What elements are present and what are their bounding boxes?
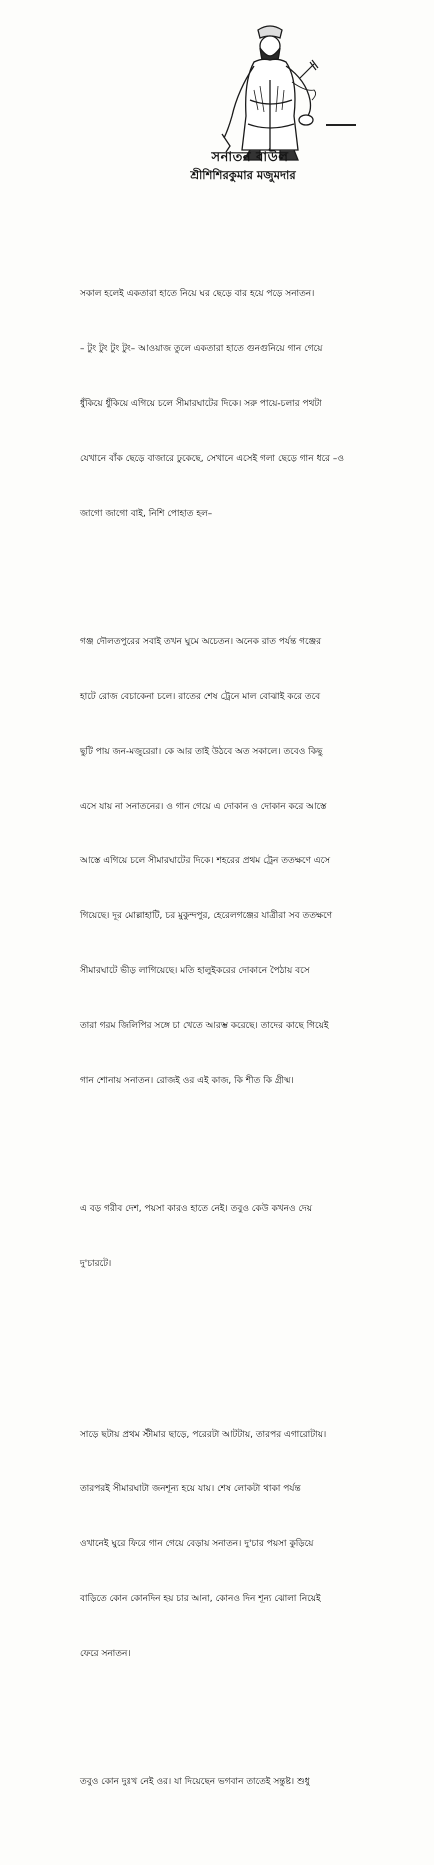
text-line: জাগো জাগো বাই, নিশি পোহাত হল– xyxy=(80,508,213,519)
text-line: গান শোনায় সনাতন। রোজই ওর এই কাজ, কি শীত কি গ্রীষ্ম। xyxy=(80,1075,294,1086)
text-line: ছুটি পায় জন-মজুরেরা। কে আর তাই উঠবে অত সকালে। তবেও কিছু xyxy=(80,746,323,757)
decorative-dash xyxy=(326,124,356,126)
text-line: তারপরই সীমারঘাটা জনশূন্য হয়ে যায়। শেষ লোকটা থাকা পর্যন্ত xyxy=(80,1484,301,1495)
paragraph-gap xyxy=(80,1346,388,1352)
baul-singer-illustration xyxy=(214,20,326,164)
text-line: তবুও কোন দুঃখ নেই ওর। যা দিয়েছেন ভগবান তাতেই সন্তুষ্ট। শুধু xyxy=(80,1777,310,1788)
paragraph xyxy=(80,249,388,560)
text-line: ওখানেই ঘুরে ফিরে গান গেয়ে বেড়ায় সনাতন। দু'চার পয়সা কুড়িয়ে xyxy=(80,1539,314,1550)
text-line: ধুঁকিয়ে ধুঁকিয়ে এগিয়ে চলে সীমারঘাটের দিকে। সরু পায়ে-চলার পথটা xyxy=(80,398,322,409)
text-line: সীমারঘাটে ভীড় লাগিয়েছে। মতি হালুইকরের দোকানে পৈঠায় বসে xyxy=(80,966,310,977)
paragraph xyxy=(80,1389,388,1700)
text-line: এসে যায় না সনাতনের। ও গান গেয়ে এ দোকান ও দোকান করে আস্তে xyxy=(80,801,327,812)
text-line: ফেরে সনাতন। xyxy=(80,1649,131,1660)
text-line: যেখানে বাঁক ছেড়ে বাজারে ঢুকেছে, সেখানে এসেই গলা ছেড়ে গান ধরে –ও xyxy=(80,453,344,464)
text-line: দু'চারটে। xyxy=(80,1258,112,1269)
text-line: সকাল হলেই একতারা হাতে নিয়ে ঘর ছেড়ে বার হয়ে পড়ে সনাতন। xyxy=(80,289,315,300)
story-body xyxy=(80,212,388,1865)
text-line: – টুং টুং টুং টুং– আওয়াজ তুলে একতারা হাতে গুনগুনিয়ে গান গেয়ে xyxy=(80,344,323,355)
text-line: হাটে রোজ বেচাকেনা চলে। রাতের শেষ ট্রেনে মাল বোঝাই করে তবে xyxy=(80,691,321,702)
text-line: গিয়েছে। দূর মোল্লাহাটি, চর মুকুন্দপুর, হেরেলগঞ্জের যাত্রীরা সব ততক্ষণে xyxy=(80,911,333,922)
paragraph xyxy=(80,1163,388,1309)
text-line: এ বড় গরীব দেশ, পয়সা কারও হাতে নেই। তবুও কেউ কখনও দেয় xyxy=(80,1204,312,1215)
page-title: সনাতন বাউল xyxy=(211,150,289,165)
text-line: আস্তে এগিয়ে চলে সীমারঘাটের দিকে। শহরের প্রথম ট্রেন ততক্ষণে এসে xyxy=(80,856,331,867)
paragraph xyxy=(80,596,388,1127)
paragraph xyxy=(80,1737,388,1828)
text-line: সাড়ে ছটায় প্রথম স্টীমার ছাড়ে, পরেরটা আটটায়, তারপর এগারোটায়। xyxy=(80,1429,327,1440)
text-line: তারা গরম জিলিপির সঙ্গে চা খেতে আরম্ভ করেছে। তাদের কাছে গিয়েই xyxy=(80,1021,329,1032)
text-line: বাড়িতে কোন কোনদিন হয় চার আনা, কোনও দিন শূন্য ঝোলা নিয়েই xyxy=(80,1594,321,1605)
text-line: গঞ্জ দৌলতপুরের সবাই তখন ঘুমে অচেতন। অনেক রাত পর্যন্ত গঞ্জের xyxy=(80,636,322,647)
author-name: শ্রীশিশিরকুমার মজুমদার xyxy=(190,168,296,182)
